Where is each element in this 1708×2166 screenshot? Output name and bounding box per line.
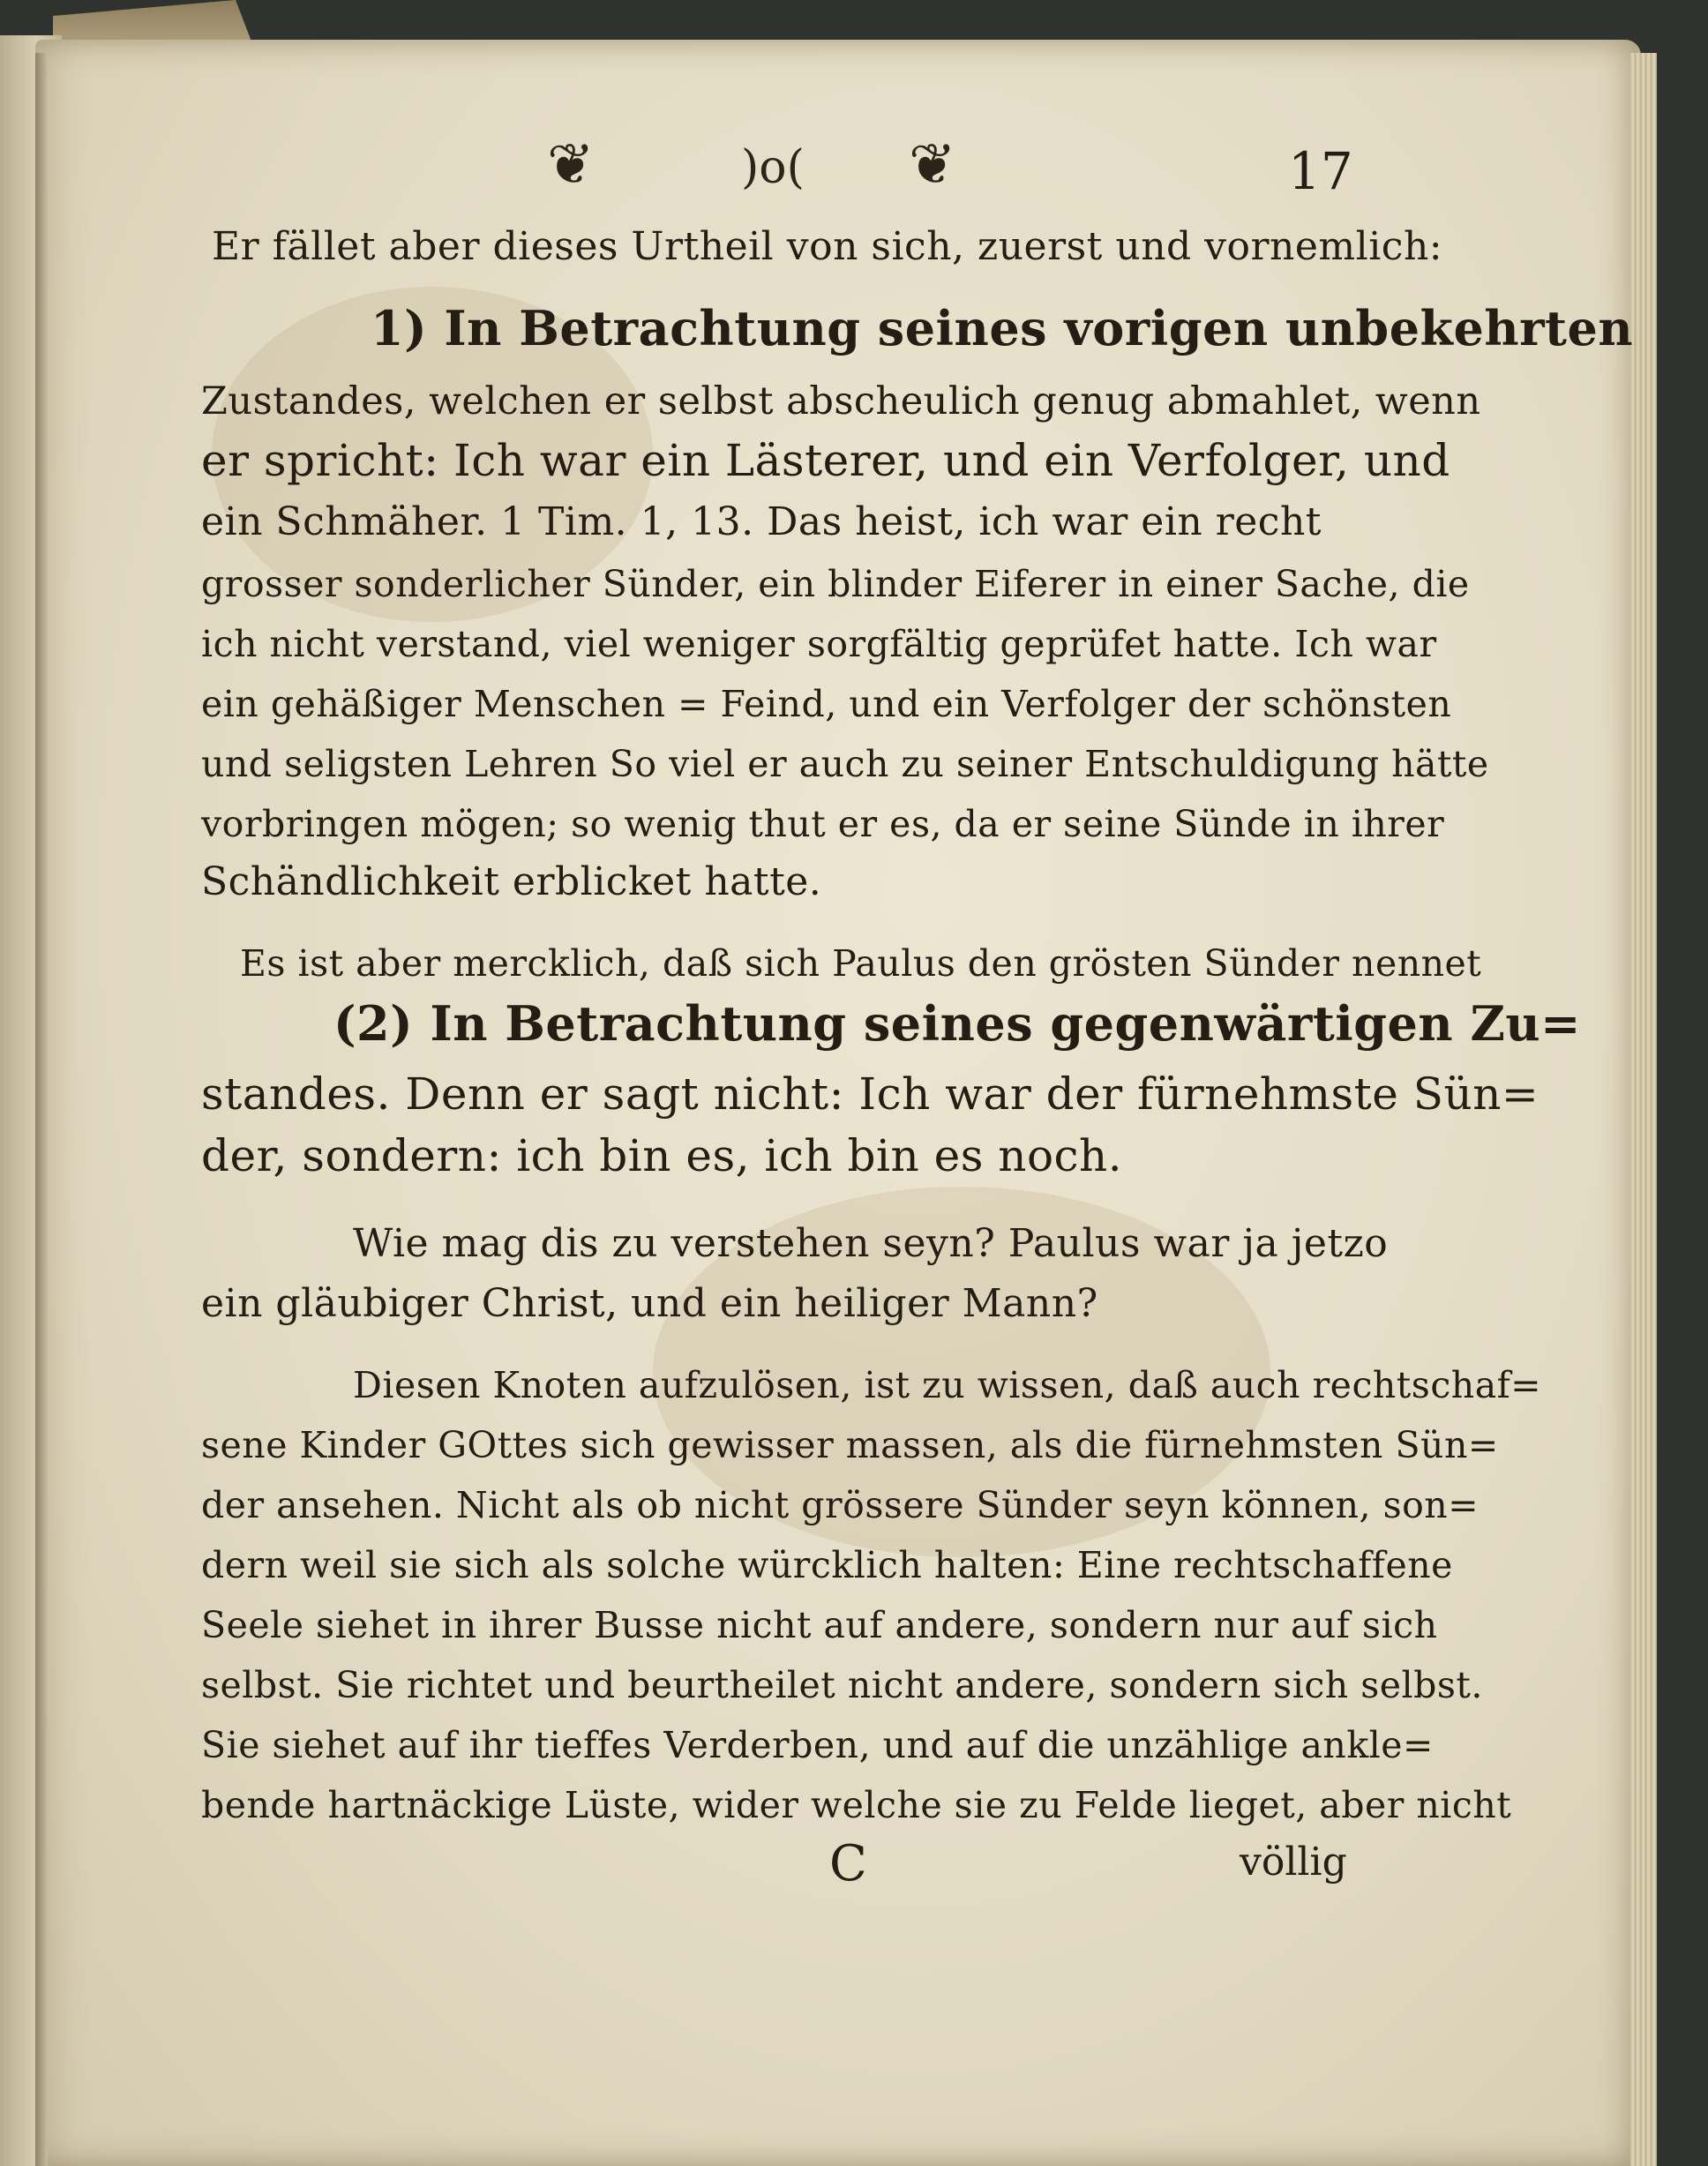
text-line: ein gehäßiger Menschen = Feind, und ein Verfolger der schönsten: [201, 683, 1452, 725]
text-line: standes. Denn er sagt nicht: Ich war der fürnehmste Sün=: [201, 1068, 1539, 1120]
text-line: Seele siehet in ihrer Busse nicht auf andere, sondern nur auf sich: [201, 1604, 1438, 1646]
text-line: und seligsten Lehren So viel er auch zu seiner Entschuldigung hätte: [201, 743, 1489, 785]
text-line: grosser sonderlicher Sünder, ein blinder Eiferer in einer Sache, die: [201, 563, 1470, 605]
text-line: der ansehen. Nicht als ob nicht grössere Sünder seyn können, son=: [201, 1484, 1480, 1526]
text-line: selbst. Sie richtet und beurtheilet nicht andere, sondern sich selbst.: [201, 1664, 1483, 1706]
text-line: vorbringen mögen; so wenig thut er es, da er seine Sünde in ihrer: [201, 803, 1445, 845]
section-heading-1: 1) In Betrachtung seines vorigen unbekehrten: [371, 300, 1634, 356]
text-line: Wie mag dis zu verstehen seyn? Paulus war ja jetzo: [353, 1221, 1389, 1266]
text-line: Sie siehet auf ihr tieffes Verderben, und auf die unzählige ankle=: [201, 1724, 1434, 1766]
text-line: er spricht: Ich war ein Lästerer, und ein Verfolger, und: [201, 435, 1450, 486]
text-line: der, sondern: ich bin es, ich bin es noch.: [201, 1130, 1123, 1181]
text-line: ein Schmäher. 1 Tim. 1, 13. Das heist, ich war ein recht: [201, 499, 1322, 544]
catchword: völlig: [1240, 1840, 1347, 1885]
text-line: Es ist aber mercklich, daß sich Paulus den grösten Sünder nennet: [240, 942, 1482, 985]
text-line: sene Kinder GOttes sich gewisser massen, als die fürnehmsten Sün=: [201, 1424, 1499, 1466]
text-line: ich nicht verstand, viel weniger sorgfältig geprüfet hatte. Ich war: [201, 623, 1437, 665]
cherub-ornament-left-icon: ❦: [547, 132, 595, 198]
signature-mark: C: [829, 1835, 867, 1892]
page-number: 17: [1288, 141, 1353, 201]
cherub-ornament-right-icon: ❦: [909, 132, 956, 198]
text-line: dern weil sie sich als solche würcklich halten: Eine rechtschaffene: [201, 1544, 1453, 1586]
text-line: Schändlichkeit erblicket hatte.: [201, 859, 822, 904]
text-line: Diesen Knoten aufzulösen, ist zu wissen, daß auch rechtschaf=: [353, 1364, 1542, 1406]
text-line: ein gläubiger Christ, und ein heiliger Mann?: [201, 1281, 1098, 1326]
text-line: bende hartnäckige Lüste, wider welche sie zu Felde lieget, aber nicht: [201, 1784, 1512, 1826]
text-line: Zustandes, welchen er selbst abscheulich genug abmahlet, wenn: [201, 379, 1481, 423]
center-ornament-icon: )o(: [741, 141, 805, 194]
text-line: Er fället aber dieses Urtheil von sich, zuerst und vornemlich:: [212, 224, 1443, 269]
section-heading-2: (2) In Betrachtung seines gegenwärtigen Zu=: [333, 995, 1581, 1052]
